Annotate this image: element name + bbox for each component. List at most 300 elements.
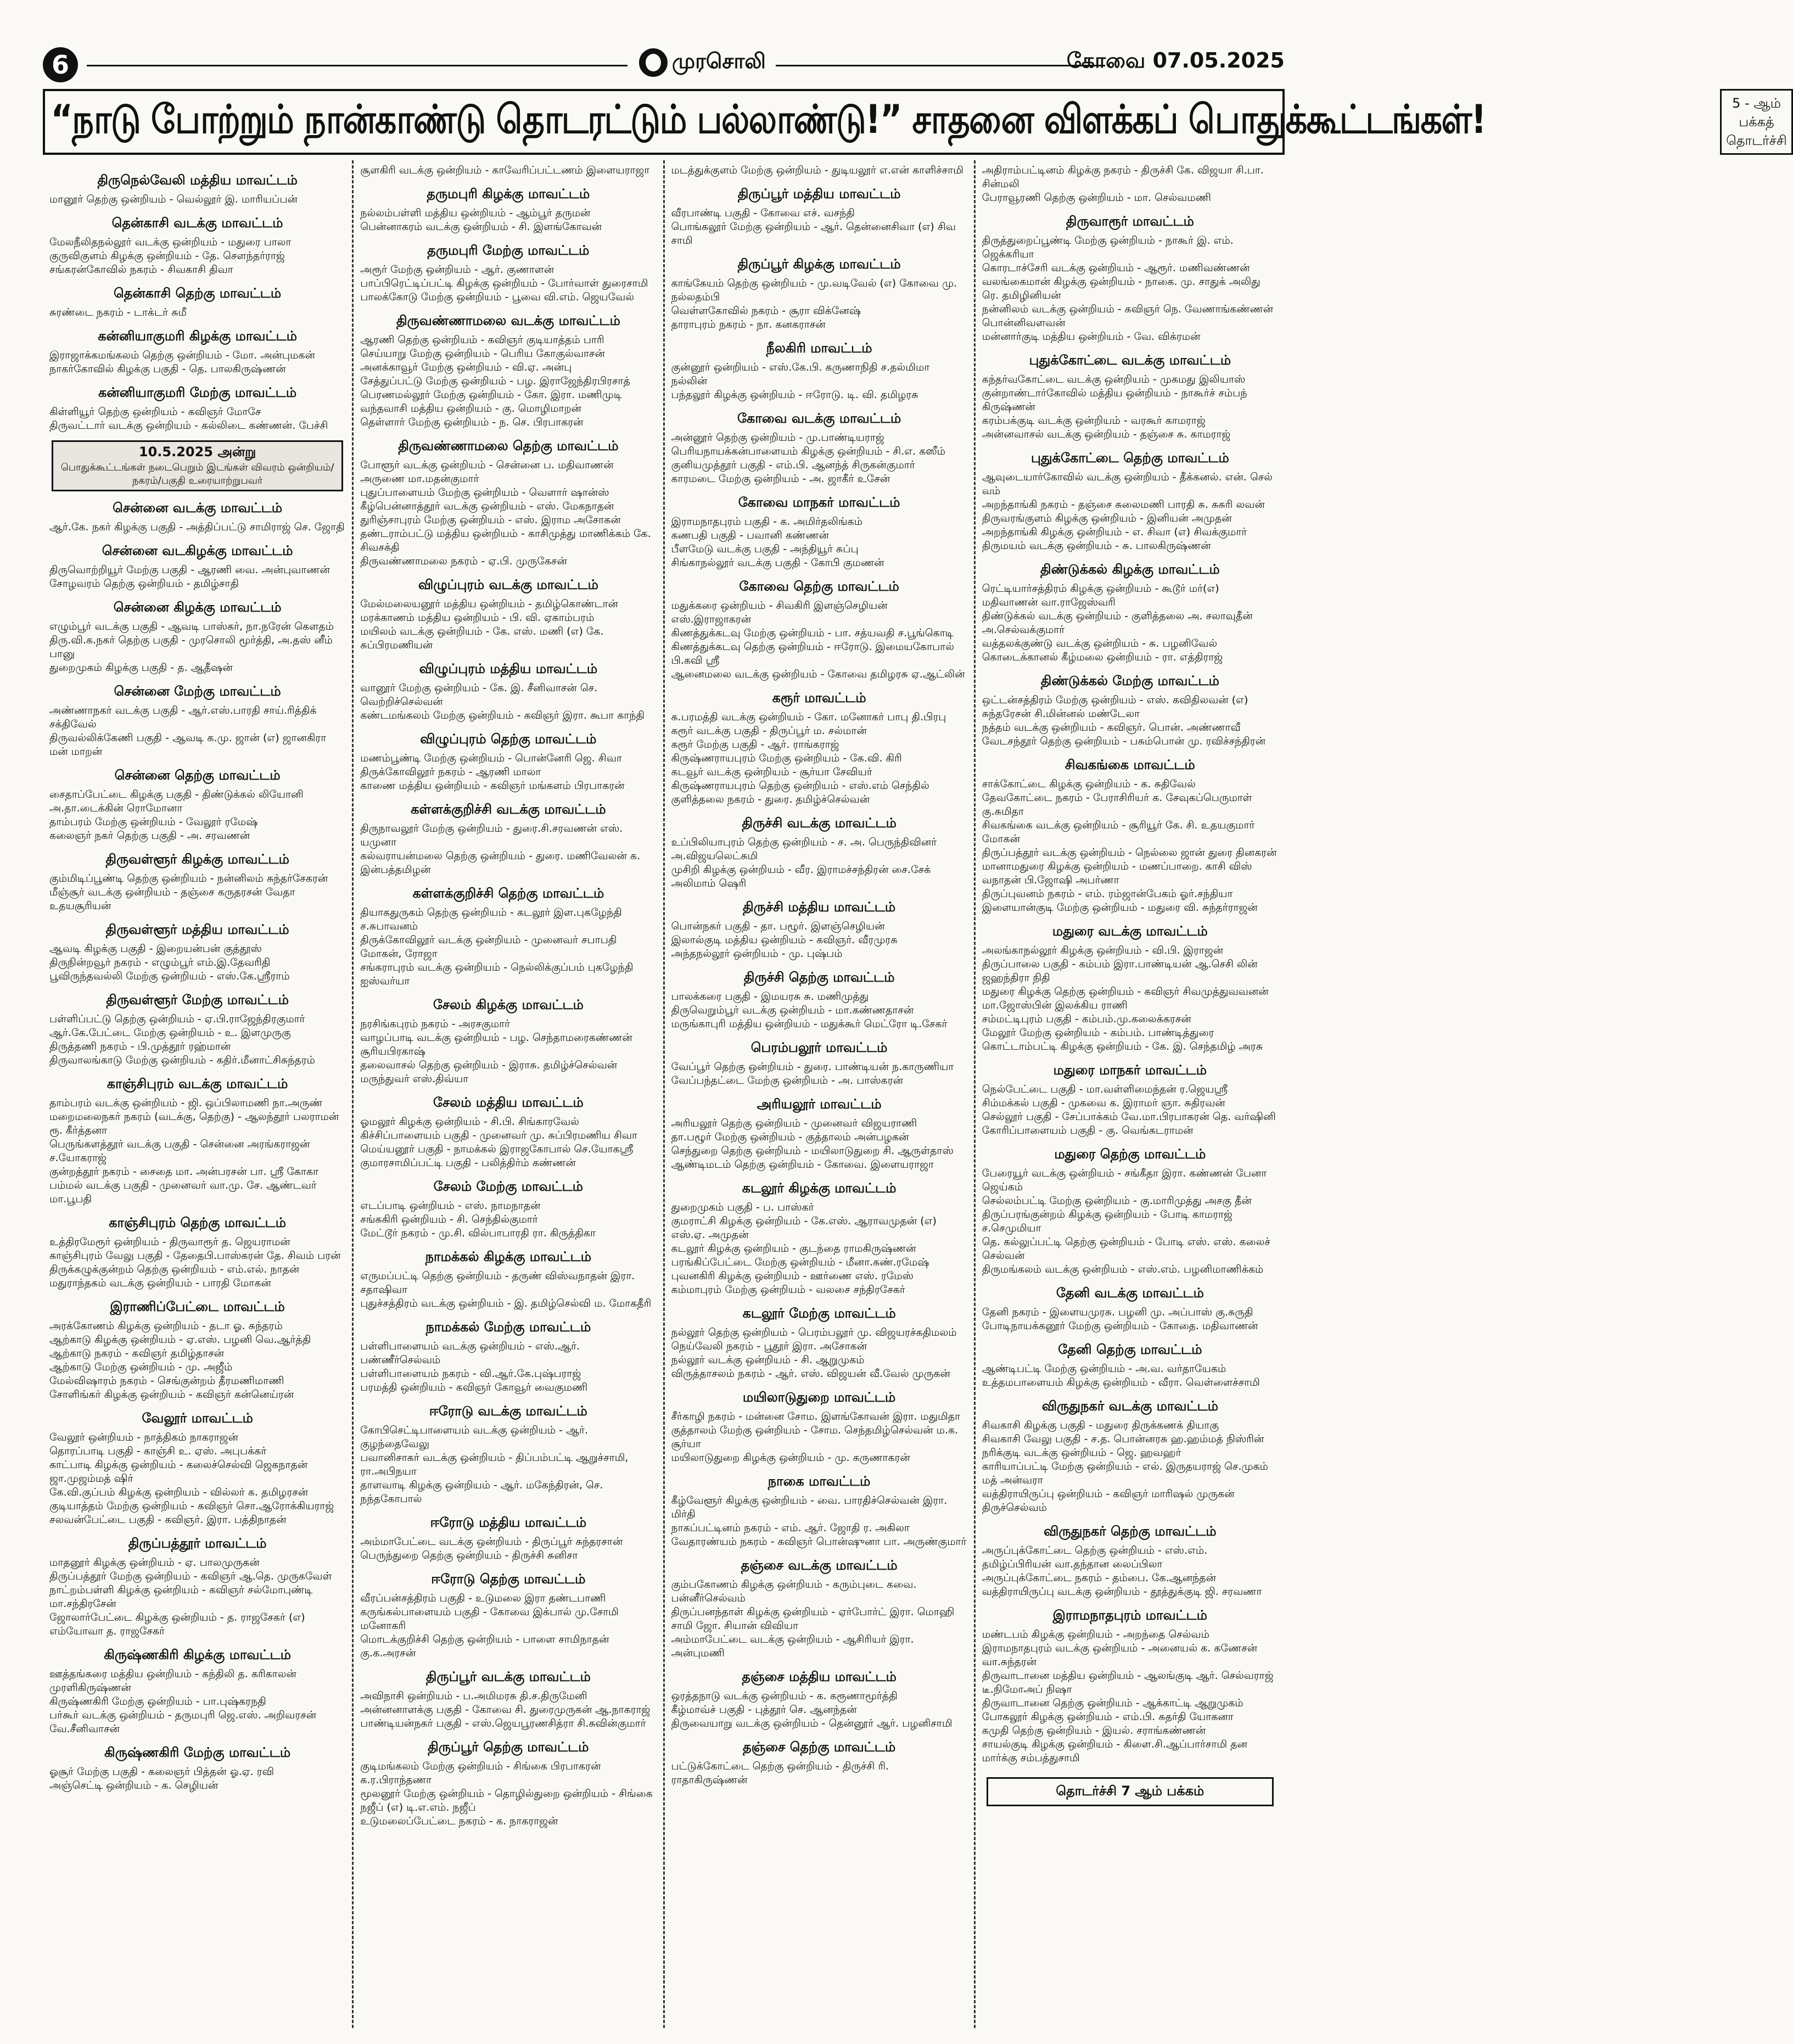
meeting-entry: செந்துறை தெற்கு ஒன்றியம் - மயிலாடுதுறை சி. ஆருள்தாஸ் [671,1145,954,1157]
meeting-entry: பெரியநாயக்கன்பாளையம் கிழக்கு ஒன்றியம் - சி.எ. கஸீம் [671,445,945,457]
meeting-entry: மதுரை கிழக்கு தெற்கு ஒன்றியம் - கவிஞர் சிவமுத்துவவனன் மா.ஜோஸ்பின் இலக்கிய ராணி [982,985,1269,1011]
meeting-entry: எடப்பாடி ஒன்றியம் - எஸ். நாமநாதன் [360,1200,541,1212]
article-columns [43,160,1285,2028]
meeting-entry: குமாரசாமிப்பட்டி பகுதி - பலித்திர்ம் கண்ணன் [360,1157,576,1169]
meeting-entry: போளூர் வடக்கு ஒன்றியம் - சென்னை ப. மதிவாணன் அருணை மா.மதன்குமார் [360,459,614,485]
district-heading: சென்னை தெற்கு மாவட்டம் [114,768,281,783]
meeting-entry: பாலக்கோடு மேற்கு ஒன்றியம் - பூவை வி.எம். ஜெயவேல் [360,291,635,303]
meeting-entry: க.பரமத்தி வடக்கு ஒன்றியம் - கோ. மனோகர் பாபு தி.பிரபு [671,711,946,723]
meeting-entry: ஒட்டன்சத்திரம் மேற்கு ஒன்றியம் - எஸ். கவிதிலவன் (எ) சுந்தரேசன் சி.மின்னல் மண்டேலா [982,694,1248,720]
meeting-entry: நன்னிலம் வடக்கு ஒன்றியம் - கவிஞர் நெ. வேணாங்கண்ணன் பொன்னிவளவன் [982,303,1274,329]
district-heading: நாமக்கல் கிழக்கு மாவட்டம் [425,1249,592,1264]
column-3 [665,160,976,2028]
meeting-entry: திருவொற்றியூர் மேற்கு பகுதி - ஆரணி வை. அன்புவாணன் [49,564,330,576]
meeting-entry: உடுமலைப்பேட்டை நகரம் - க. நாகராஜன் [360,1815,558,1827]
district-heading: மதுரை மாநகர் மாவட்டம் [1053,1062,1207,1078]
meeting-entry: மயிலாடுதுறை கிழக்கு ஒன்றியம் - மு. கருணாகரன் [671,1452,910,1464]
meeting-entry: பர்கூர் வடக்கு ஒன்றியம் - தருமபுரி ஜெ.எஸ். அறிவரசன் வே.சீனிவாசன் [49,1709,317,1735]
meeting-entry: சைதாப்பேட்டை கிழக்கு பகுதி - திண்டுக்கல் லியோனி அ.தா.டைக்கின் ரொமோனா [49,788,304,814]
district-heading: திருச்சி மத்திய மாவட்டம் [743,899,896,915]
header-rule-right [776,65,1105,66]
meeting-entry: கந்தர்வகோட்டை வடக்கு ஒன்றியம் - முகமது இலியாஸ் [982,373,1246,385]
district-heading: திருப்பத்தூர் மாவட்டம் [128,1536,267,1551]
meeting-entry: மதுக்கரை ஒன்றியம் - சிவகிரி இளஞ்செழியன் எஸ்.இராஜாகரன் [671,600,888,625]
district-heading: தஞ்சை வடக்கு மாவட்டம் [741,1558,898,1573]
meeting-entry: திருப்பத்தூர் வடக்கு ஒன்றியம் - நெல்லை ஜான் துரை தினகரன் [982,847,1277,859]
meeting-entry: மேல்விஷாரம் நகரம் - செங்குன்றம் தீரமணிமாணி [49,1375,284,1387]
meeting-entry: திருவையாறு வடக்கு ஒன்றியம் - தென்னூர் ஆர். பழனிசாமி [671,1717,952,1729]
district-heading: திருவள்ளூர் மத்திய மாவட்டம் [105,922,289,937]
meeting-entry: மேலநீலிதநல்லூர் வடக்கு ஒன்றியம் - மதுரை பாலா [49,236,292,248]
meeting-entry: அருப்புக்கோட்டை தெற்கு ஒன்றியம் - எஸ்.எம். தமிழ்ப்பிரியன் வா.தந்தான லைப்பிலா [982,1544,1208,1570]
meeting-entry: ஓமலூர் கிழக்கு ஒன்றியம் - சி.பி. சிங்காரவேல் [360,1116,579,1128]
meeting-entry: கீழ்பென்னாத்தூர் வடக்கு ஒன்றியம் - எஸ். மேகநாதன் [360,500,614,512]
district-heading: திருப்பூர் மத்திய மாவட்டம் [737,186,901,201]
meeting-entry: அன்னனாளக்கு பகுதி - கோவை சி. துரைமுருகன் ஆ.நாகராஜ் [360,1704,651,1716]
meeting-entry: கொட்டாம்பட்டி கிழக்கு ஒன்றியம் - கே. இ. செந்தமிழ் அரசு [982,1040,1263,1052]
district-heading: தென்காசி வடக்கு மாவட்டம் [111,215,283,231]
meeting-entry: பட்டுக்கோட்டை தெற்கு ஒன்றியம் - திருச்சி ரி. ராதாகிருஷ்ணன் [671,1760,889,1786]
meeting-entry: சோழவரம் தெற்கு ஒன்றியம் - தமிழ்சாதி [49,578,239,590]
meeting-entry: அலங்காநல்லூர் கிழக்கு ஒன்றியம் - வி.பி. இராஜன் [982,944,1224,956]
page-number-badge: 6 [43,47,78,82]
meeting-entry: அம்மாபேட்டை வடக்கு ஒன்றியம் - திருப்பூர் சுந்தரசான் [360,1536,623,1548]
meeting-entry: இராமநாதபுரம் வடக்கு ஒன்றியம் - அனையல் க. கணேசன் வா.சுந்தரன் [982,1642,1258,1668]
district-heading: கிருஷ்ணகிரி மேற்கு மாவட்டம் [104,1745,291,1760]
district-heading: தஞ்சை தெற்கு மாவட்டம் [742,1739,896,1755]
meeting-entry: உப்பிலியாபுரம் தெற்கு ஒன்றியம் - ச. அ. பெருந்திவினர் அ.விஜயலெட்சுமி [671,836,937,862]
meeting-entry: ஆர்.கே.பேட்டை மேற்கு ஒன்றியம் - உ. இளமுருகு [49,1027,291,1039]
meeting-entry: சிம்மக்கல் பகுதி - முகவை க. இராமர் ஞா. சுதிரவன் [982,1097,1225,1109]
meeting-entry: ஆவடி கிழக்கு பகுதி - இறையன்பன் குத்தூஸ் [49,943,262,955]
meeting-entry: பொன்நகர் பகுதி - தா. பழூர். இளஞ்செழியன் [671,920,885,932]
district-heading: கடலூர் கிழக்கு மாவட்டம் [742,1180,896,1196]
meeting-entry: சுரண்டை நகரம் - டாக்டர் சுமீ [49,306,187,318]
meeting-entry: மணம்பூண்டி மேற்கு ஒன்றியம் - பொன்னேரி ஜெ. சிவா [360,752,622,764]
district-heading: திருச்சி தெற்கு மாவட்டம் [743,970,895,985]
district-heading: திருப்பூர் வடக்கு மாவட்டம் [425,1669,591,1684]
meeting-entry: தா.பழூர் மேற்கு ஒன்றியம் - குத்தாலம் அன்பழகன் [671,1131,909,1143]
meeting-entry: பரங்கிப்பேட்டை மேற்கு ஒன்றியம் - மீனா.கண்.ரமேஷ் [671,1256,929,1268]
meeting-entry: ஊத்தங்கரை மத்திய ஒன்றியம் - கந்திலி த. கரிகாலன் முரளிகிருஷ்ணன் [49,1668,296,1694]
continued-from-box: 5 - ஆம் பக்கத் தொடர்ச்சி [1720,89,1793,155]
meeting-entry: பெரணமல்லூர் மேற்கு ஒன்றியம் - கோ. இரா. மணிமுடி [360,389,622,401]
meeting-entry: ஓசூர் மேற்கு பகுதி - கலைஞர் பித்தன் ஓ.ஏ. ரவி [49,1766,274,1778]
district-heading: மதுரை தெற்கு மாவட்டம் [1054,1146,1206,1162]
district-heading: கள்ளக்குறிச்சி தெற்கு மாவட்டம் [412,886,604,901]
meeting-entry: குருவிகுளம் கிழக்கு ஒன்றியம் - தே. சௌந்தர்ராஜ் [49,250,285,262]
meeting-entry: திருவாடானை மத்திய ஒன்றியம் - ஆலங்குடி ஆர். செல்வராஜ் டீ.நிமோஅப் நிஷா [982,1670,1274,1695]
header-rule-left [87,65,627,66]
meeting-entry: நரிக்குடி வடக்கு ஒன்றியம் - ஜெ. ஹவஹர் [982,1447,1181,1459]
meeting-entry: பவானிசாகர் வடக்கு ஒன்றியம் - திப்பம்பட்டி ஆறுச்சாமி, ரா.அபிநயா [360,1452,629,1477]
meeting-entry: கோபிசெட்டிபாளையம் வடக்கு ஒன்றியம் - ஆர். குழந்தைவேலு [360,1424,588,1450]
meeting-entry: அந்தநல்லூர் ஒன்றியம் - மு. புஷ்பம் [671,948,843,960]
meeting-entry: உத்திரமேரூர் ஒன்றியம் - திருவாரூர் த. ஜெயராமன் [49,1236,290,1248]
meeting-entry: முசிறி கிழக்கு ஒன்றியம் - வீர. இராமச்சந்திரன் சை.சேக் அலிமாம் ஷெரி [671,864,931,889]
meeting-entry: போடிநாயக்கனூர் மேற்கு ஒன்றியம் - கோதை. மதிவாணன் [982,1320,1258,1332]
meeting-entry: நல்லம்பள்ளி மத்திய ஒன்றியம் - ஆம்பூர் தருமன் [360,207,591,219]
district-heading: கன்னியாகுமரி கிழக்கு மாவட்டம் [98,328,298,344]
district-heading: காஞ்சிபுரம் தெற்கு மாவட்டம் [109,1215,287,1230]
district-heading: காஞ்சிபுரம் வடக்கு மாவட்டம் [107,1076,288,1091]
district-heading: விருதுநகர் தெற்கு மாவட்டம் [1044,1524,1217,1539]
district-heading: தேனி வடக்கு மாவட்டம் [1056,1285,1204,1301]
meeting-entry: ரெட்டியார்சத்திரம் கிழக்கு ஒன்றியம் - கூடூர் மர்(எ) மதிவாணன் வா.ராஜேஸ்வரி [982,583,1219,608]
district-heading: ஈரோடு வடக்கு மாவட்டம் [429,1403,587,1419]
meeting-entry: கிருஷ்ணகிரி மேற்கு ஒன்றியம் - பா.புஷ்கரநதி [49,1695,266,1707]
district-heading: கோவை மாநகர் மாவட்டம் [738,495,900,510]
meeting-entry: வெள்ளகோவில் நகரம் - சூரா விக்னேஷ் [671,305,861,317]
meeting-entry: கரூர் மேற்கு பகுதி - ஆர். ராங்கராஜ் [671,738,839,751]
district-heading: கோவை தெற்கு மாவட்டம் [739,579,899,594]
meeting-entry: திருத்துறைப்பூண்டி மேற்கு ஒன்றியம் - நாகூர் இ. எம். ஜெக்கரியா [982,234,1234,260]
meeting-entry: கொரடாச்சேரி வடக்கு ஒன்றியம் - ஆரூர். மணிவண்ணன் [982,262,1250,274]
meeting-entry: மொடக்குறிச்சி தெற்கு ஒன்றியம் - பாளை சாமிநாதன் கு.க.அரசன் [360,1633,609,1659]
district-heading: அரியலூர் மாவட்டம் [757,1096,882,1112]
page-header [43,46,1285,81]
district-heading: வேலூர் மாவட்டம் [142,1410,253,1426]
meeting-entry: செல்லூர் பகுதி - சேப்பாக்கம் வே.மா.பிரபாகரன் தெ. வர்ஷினி [982,1111,1276,1123]
meeting-entry: கிச்சிப்பாளையம் பகுதி - முனைவர் மு. சுப்பிரமணிய சிவா [360,1129,637,1141]
meeting-entry: கிள்ளியூர் தெற்கு ஒன்றியம் - கவிஞர் மோசே [49,406,261,418]
meeting-entry: குத்தாலம் மேற்கு ஒன்றியம் - சோம. செந்தமிழ்செல்வன் ம.க. சூர்யா [671,1424,959,1450]
meeting-entry: உத்தமபாளையம் கிழக்கு ஒன்றியம் - வீரா. வெள்ளைச்சாமி [982,1376,1260,1388]
meeting-entry: மாதனூர் கிழக்கு ஒன்றியம் - ஏ. பாலமுருகன் [49,1556,260,1569]
meeting-entry: செய்யாறு மேற்கு ஒன்றியம் - பெரிய கோகுல்வாசன் [360,348,605,360]
meeting-entry: திருமங்கலம் வடக்கு ஒன்றியம் - எஸ்.எம். பழனிமாணிக்கம் [982,1263,1264,1275]
meeting-entry: பொங்கலூர் மேற்கு ஒன்றியம் - ஆர். தென்னைசிவா (எ) சிவ சாமி [671,221,956,247]
meeting-entry: திருநின்றவூர் நகரம் - எழும்பூர் எம்.இ.தேவரிதி [49,956,271,968]
meeting-entry: நல்லூர் தெற்கு ஒன்றியம் - பெரம்பலூர் மு. விஜயரச்கதிமலம் [671,1326,957,1339]
district-heading: நாகை மாவட்டம் [767,1474,871,1489]
meeting-entry: சம்மட்டிபுரம் பகுதி - கம்பம்.மு.கலைக்கரசன் [982,1013,1191,1025]
meeting-entry: அன்னூர் தெற்கு ஒன்றியம் - மு.பாண்டியராஜ் [671,432,884,444]
meeting-entry: குடிமங்கலம் மேற்கு ஒன்றியம் - சிங்கை பிரபாகரன் க.ர.பிராந்தணா [360,1760,601,1786]
meeting-entry: சங்ககிரி ஒன்றியம் - சி. செந்தில்குமார் [360,1213,538,1225]
meeting-entry: இலால்குடி மத்திய ஒன்றியம் - கவிஞர். வீரமுரசு [671,934,898,946]
meeting-entry: அரக்கோணம் கிழக்கு ஒன்றியம் - தடா ஓ. சுந்தரம் [49,1320,283,1332]
meeting-entry: மறைமலைநகர் நகரம் (வடக்கு, தெற்கு) - ஆலந்தூர் பலராமன் ரூ. கீர்த்தனா [49,1111,339,1136]
meeting-entry: கருங்கல்பாளையம் பகுதி - கோவை இக்பால் மு.சோமி மனோகரி [360,1606,619,1632]
meeting-entry: சிவகாசி வேலு பகுதி - ச.த. பொன்னரசு ஹ.ஹம்மத் நிஸ்ரின் [982,1433,1264,1445]
meeting-entry: துறைமுகம் பகுதி - ப. பாஸ்கர் [671,1201,814,1213]
district-heading: பெரம்பலூர் மாவட்டம் [750,1040,888,1055]
meeting-entry: குடியாத்தம் மேற்கு ஒன்றியம் - கவிஞர் சொ.ஆரோக்கியராஜ் [49,1500,334,1512]
meeting-entry: பென்னாகரம் வடக்கு ஒன்றியம் - சி. இளங்கோவன் [360,221,602,233]
meeting-entry: கலைஞர் நகர் தெற்கு பகுதி - அ. சரவணன் [49,830,250,842]
meeting-entry: கல்வராயன்மலை தெற்கு ஒன்றியம் - துரை. மணிவேலன் க. இன்பத்தமிழன் [360,850,641,876]
meeting-entry: கீழ்வேளூர் கிழக்கு ஒன்றியம் - வை. பாரதிச்செல்வன் இரா. மிர்தி [671,1494,948,1520]
continued-to-box: தொடர்ச்சி 7 ஆம் பக்கம் [987,1777,1274,1806]
meeting-entry: தேவகோட்டை நகரம் - பேராசிரியர் க. சேவுகப்பெருமாள் கு.சுமிதா [982,792,1252,817]
district-heading: மதுரை வடக்கு மாவட்டம் [1052,923,1208,939]
meeting-entry: திருவாலங்காடு மேற்கு ஒன்றியம் - கதிர்.மீனாட்சிசுந்தரம் [49,1054,315,1066]
meeting-entry: தெள்ளார் மேற்கு ஒன்றியம் - ந. செ. பிரபாகரன் [360,416,584,428]
meeting-entry: எருமப்பட்டி தெற்கு ஒன்றியம் - தருண் விஸ்வநாதன் இரா. சதாஷிவா [360,1270,635,1296]
meeting-entry: மன்னார்குடி மத்திய ஒன்றியம் - வே. விக்ரமன் [982,331,1201,343]
meeting-entry: தாராபுரம் நகரம் - நா. கனகராசன் [671,318,826,331]
meeting-entry: பீளமேடு வடக்கு பகுதி - அந்தியூர் சுப்பு [671,543,859,555]
meeting-entry: காரியாப்பட்டி மேற்கு ஒன்றியம் - எல். இருதயராஜ் செ.முகம் மத் அன்வரா [982,1460,1268,1486]
district-heading: விழுப்புரம் வடக்கு மாவட்டம் [418,577,598,592]
masthead [639,48,766,77]
meeting-entry: பேரையூர் வடக்கு ஒன்றியம் - சங்கீதா இரா. கண்ணன் பேனா ஜெய்கம் [982,1167,1267,1193]
meeting-entry: சீர்காழி நகரம் - மன்னை சோம. இளங்கோவன் இரா. மதுமிதா [671,1410,961,1423]
meeting-entry: காஞ்சிபுரம் வேலு பகுதி - தேதைபி.பாஸ்கரன் தே. சிவம் பரன் [49,1250,341,1262]
meeting-entry: சூளகிரி வடக்கு ஒன்றியம் - காவேரிப்பட்டணம் இளையராஜா [360,164,650,176]
meeting-entry: கொடைக்கானல் கீழ்மலை ஒன்றியம் - ரா. எத்திராஜ் [982,651,1223,663]
meeting-entry: பாண்டியன்நகர் பகுதி - எஸ்.ஜெயபூரணசித்ரா சி.சுவின்குமார் [360,1717,646,1729]
meeting-entry: கம்மாபுரம் மேற்கு ஒன்றியம் - வலசை சந்திரசேகர் [671,1284,905,1296]
meeting-entry: மூலனூர் மேற்கு ஒன்றியம் - தொழில்துறை ஒன்றியம் - சிங்கை நஜீப் (எ) டி.எ.எம். நஜீப் [360,1788,653,1813]
meeting-entry: கிருஷ்ணராயபுரம் மேற்கு ஒன்றியம் - கே.வி. கிரி [671,752,902,764]
meeting-entry: நெல்பேட்டை பகுதி - மா.வள்ளிமைந்தன் ர.ஜெயஸ்ரீ [982,1083,1228,1095]
meeting-entry: பந்தலூர் கிழக்கு ஒன்றியம் - ஈரோடு. டி. வி. தமிழரசு [671,389,918,401]
meeting-entry: நாகப்பட்டினம் நகரம் - எம். ஆர். ஜோதி ர. அகிலா [671,1522,910,1534]
meeting-entry: திருப்பாலை பகுதி - கம்பம் இரா.பாண்டியன் ஆ.செசி லின் ஜஹந்திரா நிதி [982,958,1258,984]
meeting-entry: நத்தம் வடக்கு ஒன்றியம் - கவிஞர். பொன். அண்ணாவீ [982,721,1241,733]
meeting-entry: சிவகாசி கிழக்கு பகுதி - மதுரை திருக்கணக் தியாகு [982,1419,1219,1431]
district-heading: திருப்பூர் கிழக்கு மாவட்டம் [737,256,901,272]
meeting-entry: வேடசந்தூர் தெற்கு ஒன்றியம் - பசும்பொன் மு. ரவிச்சந்திரன் [982,735,1266,747]
meeting-entry: மரக்காணம் மத்திய ஒன்றியம் - பி. வி. ஏகாம்பரம் [360,612,595,624]
meeting-entry: அருப்புக்கோட்டை நகரம் - தம்பை. கே.ஆனந்தன் [982,1572,1217,1584]
meeting-entry: கிணத்துக்கடவு மேற்கு ஒன்றியம் - பா. சத்யவதி ச.பூங்கொடி [671,627,954,639]
meeting-entry: வேப்பூர் தெற்கு ஒன்றியம் - துரை. பாண்டியன் ந.காருணியா [671,1061,954,1073]
meeting-entry: விருத்தாசலம் நகரம் - ஆர். எஸ். விஜயன் வீ.வேல் முருகன் [671,1368,950,1380]
meeting-entry: செல்லம்பட்டி மேற்கு ஒன்றியம் - கு.மாரிமுத்து அசகு தீன் [982,1195,1252,1207]
meeting-entry: வத்திராயிருப்பு வடக்கு ஒன்றியம் - தூத்துக்குடி ஜி. சரவணா [982,1586,1262,1598]
district-heading: சென்னை வடகிழக்கு மாவட்டம் [102,543,293,558]
meeting-entry: கும்பகோணம் கிழக்கு ஒன்றியம் - கரும்புடை கவை. பன்னீர்செல்வம் [671,1578,917,1604]
meeting-entry: பரமத்தி ஒன்றியம் - கவிஞர் கோவூர் வைகுமணி [360,1381,588,1393]
meeting-entry: புவனகிரி கிழக்கு ஒன்றியம் - ஊர்ணை எஸ். ரமேஸ் [671,1270,914,1282]
meeting-entry: துரிஞ்சாபுரம் மேற்கு ஒன்றியம் - எஸ். இராம அசோகன் [360,514,621,526]
meeting-entry: காரமடை மேற்கு ஒன்றியம் - அ. ஜாகீர் உசேன் [671,473,890,485]
meeting-entry: மெய்யனூர் பகுதி - நாமக்கல் இராஜகோபால் செ.யோகஸ்ரீ [360,1143,634,1155]
meeting-entry: வேப்பந்தட்டை மேற்கு ஒன்றியம் - அ. பாஸ்கரன் [671,1074,904,1087]
meeting-entry: புதுச்சத்திரம் வடக்கு ஒன்றியம் - இ. தமிழ்செல்வி ம. மோகதீரி [360,1297,652,1309]
district-heading: திருவண்ணாமலை தெற்கு மாவட்டம் [398,438,619,453]
meeting-entry: தாம்பரம் வடக்கு ஒன்றியம் - ஜி. ஒப்பிலாமணி நா.அருண் [49,1097,323,1109]
meeting-entry: எழும்பூர் வடக்கு பகுதி - ஆவடி பாஸ்கர், நா.நரேன் கௌதம் [49,620,334,632]
meeting-entry: கீழ்மாவ்ச் பகுதி - புத்தூர் செ. ஆனந்தன் [671,1704,857,1716]
meeting-entry: பாப்பிரெட்டிப்பட்டி கிழக்கு ஒன்றியம் - போர்வாள் துரைசாமி [360,277,648,289]
meeting-entry: இராஜாக்கமங்கலம் தெற்கு ஒன்றியம் - மோ. அன்புமகன் [49,349,315,361]
meeting-entry: நெய்வேலி நகரம் - பூதூர் இரா. அசோகன் [671,1340,867,1352]
meeting-entry: கணபதி பகுதி - பவானி கண்ணன் [671,529,829,541]
meeting-entry: திரு.வி.க.நகர் தெற்கு பகுதி - முரசொலி மூர்த்தி, அ.தஸ் னீம் பானு [49,634,333,660]
meeting-entry: மானாமதுரை கிழக்கு ஒன்றியம் - மணப்பாறை. காசி விஸ் வநாதன் பி.ஜோஷி அபர்ணா [982,860,1252,886]
newspaper-emblem-icon [639,48,668,77]
meeting-entry: குனியமுத்தூர் பகுதி - எம்.பி. ஆனந்த் சிருகன்குமார் [671,459,915,471]
meeting-entry: திருவெறும்பூர் வடக்கு ஒன்றியம் - மா.கண்ணதாசன் [671,1004,914,1016]
meeting-entry: திருக்கோவிலூர் நகரம் - ஆரணி மாலா [360,766,541,778]
meeting-entry: திருப்பத்தூர் மேற்கு ஒன்றியம் - கவிஞர் ஆ.தெ. முருகவேள் [49,1570,332,1582]
district-heading: சென்னை மேற்கு மாவட்டம் [114,684,281,699]
meeting-entry: ஆண்டிமடம் தெற்கு ஒன்றியம் - கோவை. இளையராஜா [671,1158,934,1171]
meeting-entry: மேலூர் மேற்கு ஒன்றியம் - கம்பம். பாண்டித்துரை [982,1027,1214,1039]
meeting-entry: மீஞ்சூர் வடக்கு ஒன்றியம் - தஞ்சை கருதரசன் வேதா உதயசூரியன் [49,886,295,912]
meeting-entry: குன்றத்தூர் நகரம் - சைதை மா. அன்பரசன் பா. ஸ்ரீ கோகா [49,1166,319,1178]
district-heading: திருவள்ளூர் மேற்கு மாவட்டம் [106,992,289,1007]
meeting-entry: சிங்காநல்லூர் வடக்கு பகுதி - கோபி குமணன் [671,557,884,569]
meeting-entry: காணை மத்திய ஒன்றியம் - கவிஞர் மங்களம் பிரபாகரன் [360,780,625,792]
meeting-entry: வானூர் மேற்கு ஒன்றியம் - கே. இ. சீனிவாசன் செ. வெற்றிச்செல்வன் [360,682,598,708]
meeting-entry: பள்ளிபாளையம் நகரம் - வி.ஆர்.கே.புஷ்பராஜ் [360,1368,581,1380]
district-heading: தேனி தெற்கு மாவட்டம் [1058,1342,1202,1357]
meeting-entry: மண்டபம் கிழக்கு ஒன்றியம் - அறந்தை செல்வம் [982,1628,1210,1640]
meeting-entry: குன்றாண்டார்கோவில் மத்திய ஒன்றியம் - நாகூர்ச் சம்பந் கிருஷ்ணன் [982,387,1247,413]
newspaper-name: முரசொலி [672,49,766,73]
district-heading: விழுப்புரம் மத்திய மாவட்டம் [419,661,598,676]
meeting-entry: பெருந்துறை தெற்கு ஒன்றியம் - திருச்சி சுனிசா [360,1549,578,1561]
district-heading: கரூர் மாவட்டம் [772,690,866,705]
district-heading: மயிலாடுதுறை மாவட்டம் [742,1390,896,1405]
meeting-entry: தாம்பரம் மேற்கு ஒன்றியம் - வேலூர் ரமேஷ் [49,816,258,828]
meeting-entry: அண்ணாநகர் வடக்கு பகுதி - ஆர்.எஸ்.பாரதி சாய்.ரித்திக் சக்திவேல் [49,704,317,730]
district-heading: கள்ளக்குறிச்சி வடக்கு மாவட்டம் [411,802,606,817]
headline-box [43,89,1787,155]
meeting-entry: ஆண்டிபட்டி மேற்கு ஒன்றியம் - அ.வ. வர்தாயேகம் [982,1363,1226,1375]
district-heading: திண்டுக்கல் மேற்கு மாவட்டம் [1040,673,1219,688]
meeting-entry: வந்தவாசி மத்திய ஒன்றியம் - கு. மொழிமாறன் [360,402,581,415]
notice-text: பொதுக்கூட்டங்கள் நடைபெறும் இடங்கள் விவரம் ஒன்றியம்/நகரம்/பகுதி உரையாற்றுபவர் [60,462,334,486]
headline: “நாடு போற்றும் நான்காண்டு தொடரட்டும் பல்லாண்டு!” சாதனை விளக்கப் பொதுக்கூட்டங்கள்! [51,96,1486,142]
meeting-entry: வாழப்பாடி வடக்கு ஒன்றியம் - பழ. செந்தாமரைகண்ணன் சூரியபிரகாஷ் [360,1032,632,1057]
meeting-entry: ஆர்.கே. நகர் கிழக்கு பகுதி - அத்திப்பட்டு சாமிராஜ் செ. ஜோதி [49,521,345,533]
district-heading: திருவாரூர் மாவட்டம் [1066,214,1194,229]
meeting-entry: சங்கரன்கோவில் நகரம் - சிவகாசி திவா [49,264,233,276]
district-heading: தருமபுரி மேற்கு மாவட்டம் [427,243,590,258]
district-heading: இராமநாதபுரம் மாவட்டம் [1052,1608,1208,1623]
district-heading: ஈரோடு மத்திய மாவட்டம் [430,1515,587,1530]
meeting-entry: கரூர் வடக்கு பகுதி - திருப்பூர் ம. சல்மான் [671,725,867,737]
meeting-entry: மதுராந்தகம் வடக்கு ஒன்றியம் - பாரதி மோகன் [49,1277,271,1289]
meeting-entry: சாயல்குடி கிழக்கு ஒன்றியம் - கிளை.சி.ஆப்பார்சாமி தன மார்க்கு சம்பத்துசாமி [982,1738,1248,1764]
meeting-entry: சோளிங்கர் கிழக்கு ஒன்றியம் - கவிஞர் கன்னெய்ரன் [49,1388,294,1401]
district-heading: விழுப்புரம் தெற்கு மாவட்டம் [420,731,597,747]
meeting-entry: திருவரங்குளம் கிழக்கு ஒன்றியம் - இனியன் அமுதன் [982,512,1232,524]
district-heading: தென்காசி தெற்கு மாவட்டம் [114,285,282,301]
meeting-entry: அரியலூர் தெற்கு ஒன்றியம் - முனைவர் விஜயராணி [671,1117,917,1129]
meeting-entry: ஆவுடையார்கோவில் வடக்கு ஒன்றியம் - தீக்கனல். என். செல் வம் [982,471,1273,497]
meeting-entry: சலவன்பேட்டை பகுதி - கவிஞர். இரா. பத்திநாதன் [49,1514,287,1526]
district-heading: நாமக்கல் மேற்கு மாவட்டம் [425,1319,591,1335]
district-heading: கிருஷ்ணகிரி கிழக்கு மாவட்டம் [104,1647,292,1662]
district-heading: சிவகங்கை மாவட்டம் [1064,757,1195,772]
meeting-entry: துறைமுகம் கிழக்கு பகுதி - த. ஆதீஷன் [49,662,233,674]
district-heading: கோவை வடக்கு மாவட்டம் [737,411,901,426]
district-heading: நீலகிரி மாவட்டம் [766,340,872,356]
district-heading: தருமபுரி கிழக்கு மாவட்டம் [427,186,590,201]
meeting-entry: ஆனைமலை வடக்கு ஒன்றியம் - கோவை தமிழரசு ஏ.ஆட்லின் [671,668,965,680]
meeting-entry: கிணத்துக்கடவு தெற்கு ஒன்றியம் - ஈரோடு. இமையகோபால் பி.கவி ஸ்ரீ [671,641,954,667]
district-heading: சேலம் மத்திய மாவட்டம் [433,1095,584,1110]
district-heading: இராணிப்பேட்டை மாவட்டம் [110,1299,285,1314]
column-4 [976,160,1285,2028]
meeting-entry: தியாகதுருகம் தெற்கு ஒன்றியம் - கடலூர் இள.புகழேந்தி ச.சுபாவனம் [360,906,622,932]
district-heading: சேலம் மேற்கு மாவட்டம் [433,1179,584,1194]
meeting-entry: நரசிங்கபுரம் நகரம் - அரசகுமார் [360,1018,510,1030]
meeting-entry: குளித்தலை நகரம் - துரை. தமிழ்ச்செல்வன் [671,793,870,805]
meeting-entry: போகலூர் கிழக்கு ஒன்றியம் - எம்.பி. சுதர்தி யோகனா [982,1711,1234,1723]
meeting-entry: ஆற்காடு மேற்கு ஒன்றியம் - மு. அஜீம் [49,1361,233,1373]
meeting-entry: வலங்கைமான் கிழக்கு ஒன்றியம் - நாகை. மு. சாதுக் அலிது ரெ. தமிழினியன் [982,276,1260,301]
meeting-entry: சங்கராபுரம் வடக்கு ஒன்றியம் - நெல்லிக்குப்பம் புகழேந்தி ஐஸ்வர்யா [360,961,634,987]
district-heading: திருவள்ளூர் கிழக்கு மாவட்டம் [105,852,289,867]
meeting-entry: அவிநாசி ஒன்றியம் - ப.அமிமரசு தி.ச.திருமேனி [360,1690,587,1702]
meeting-entry: தொரப்பாடி பகுதி - காஞ்சி உ. ஏஸ். அபுபக்கர் [49,1445,267,1457]
meeting-entry: தேனி நகரம் - இளையமுரசு. பழனி மு. அப்பாஸ் கு.சுருதி [982,1306,1253,1318]
meeting-entry: கண்டமங்கலம் மேற்கு ஒன்றியம் - கவிஞர் இரா. கூபா காந்தி [360,709,645,721]
district-heading: புதுக்கோட்டை தெற்கு மாவட்டம் [1031,450,1229,466]
meeting-entry: இளையான்குடி மேற்கு ஒன்றியம் - மதுரை வி. சுந்தர்ராஜன் [982,901,1258,914]
meeting-entry: அதிராம்பட்டினம் கிழக்கு நகரம் - திருச்சி கே. விஜயா சி.பா. சின்மலி [982,164,1264,190]
district-heading: தஞ்சை மத்திய மாவட்டம் [742,1669,896,1684]
meeting-entry: நாட்றம்பள்ளி கிழக்கு ஒன்றியம் - கவிஞர் சல்மோபுண்டி மா.சந்திரசேன் [49,1584,313,1610]
district-heading: சேலம் கிழக்கு மாவட்டம் [433,997,584,1012]
meeting-entry: நல்லூர் வடக்கு ஒன்றியம் - சி. ஆறுமுகம் [671,1354,865,1366]
meeting-entry: மருங்காபுரி மத்திய ஒன்றியம் - மதுக்கூர் மெட்ரோ டி.சேகர் [671,1018,948,1030]
meeting-entry: திருப்புவனம் நகரம் - எம். ரம்ஜான்பேகம் ஓர்.சந்தியா [982,888,1233,900]
district-heading: திருப்பூர் தெற்கு மாவட்டம் [428,1739,589,1755]
meeting-entry: திருவல்லிக்கேணி பகுதி - ஆவடி க.மு. ஜான் (எ) ஜானகிரா மன் மாறன் [49,732,327,758]
meeting-entry: பாலக்கரை பகுதி - இமயரசு சு. மணிமுத்து [671,990,869,1003]
district-heading: கடலூர் மேற்கு மாவட்டம் [742,1306,896,1321]
meeting-entry: காங்கேயம் தெற்கு ஒன்றியம் - மு.வடிவேல் (எ) கோவை மு. நல்லதம்பி [671,277,957,303]
district-heading: கன்னியாகுமரி மேற்கு மாவட்டம் [98,385,297,400]
meeting-entry: தாளவாடி கிழக்கு ஒன்றியம் - ஆர். மகேந்திரன், செ. நந்தகோபால் [360,1479,603,1505]
meeting-entry: தெ. கல்லுப்பட்டி தெற்கு ஒன்றியம் - போடி எஸ். எஸ். கலைச் செல்வன் [982,1236,1270,1262]
meeting-entry: திருக்கழுக்குன்றம் தெற்கு ஒன்றியம் - எம்.எல். நாதன் [49,1263,300,1275]
meeting-entry: திருத்தணி நகரம் - பி.முத்தூர் ரஹ்மான் [49,1040,231,1052]
meeting-entry: கே.வி.குப்பம் கிழக்கு ஒன்றியம் - வில்லர் க. தமிழரசன் [49,1486,309,1498]
district-heading: திருநெல்வேலி மத்திய மாவட்டம் [97,172,298,188]
meeting-entry: திருவண்ணாமலை நகரம் - ஏ.பி. முருகேசன் [360,555,567,567]
schedule-notice [52,440,343,491]
notice-date: 10.5.2025 அன்று [138,444,256,460]
meeting-entry: அறந்தாங்கி நகரம் - தஞ்சை சுலைமணி பாரதி சு. சுசுரி லவன் [982,499,1265,511]
meeting-entry: வத்தலக்குண்டு வடக்கு ஒன்றியம் - சு. பழனிவேல் [982,637,1218,649]
district-heading: சென்னை கிழக்கு மாவட்டம் [113,600,282,615]
district-heading: புதுக்கோட்டை வடக்கு மாவட்டம் [1029,352,1231,368]
meeting-entry: மானூர் தெற்கு ஒன்றியம் - வெல்லூர் இ. மாரியப்பன் [49,193,298,205]
meeting-entry: குமராட்சி கிழக்கு ஒன்றியம் - கே.எஸ். ஆராவமுதன் (எ) எஸ்.ஏ. அமுதன் [671,1215,937,1241]
meeting-entry: பள்ளிபாளையம் வடக்கு ஒன்றியம் - எஸ்.ஆர். பண்ணீர்செல்வம் [360,1340,580,1366]
meeting-entry: அறந்தாங்கி கிழக்கு ஒன்றியம் - எ. சிவா (எ) சிவக்குமார் [982,526,1247,538]
meeting-entry: ஜோலார்பேட்டை கிழக்கு ஒன்றியம் - த. ராஜசேகர் (எ) எம்யோவா த. ராஜசேகர் [49,1611,305,1637]
meeting-entry: வேலூர் ஒன்றியம் - நாத்திகம் நாகராஜன் [49,1431,238,1443]
meeting-entry: அம்மாபேட்டை வடக்கு ஒன்றியம் - ஆசிரியர் இரா. அன்புமணி [671,1633,914,1659]
meeting-entry: அரூர் மேற்கு ஒன்றியம் - ஆர். குணாளன் [360,264,554,276]
meeting-entry: ஆரணி தெற்கு ஒன்றியம் - கவிஞர் குடியாத்தம் பாரி [360,334,604,346]
column-2 [354,160,664,2028]
meeting-entry: மயிலம் வடக்கு ஒன்றியம் - கே. எஸ். மணி (எ) கே. சுப்பிரமணியன் [360,625,604,651]
meeting-entry: பம்மல் வடக்கு பகுதி - முனைவர் வா.மு. சே. ஆண்டவர் மா.பூபதி [49,1179,317,1205]
meeting-entry: வத்திராயிருப்பு ஒன்றியம் - கவிஞர் மாரிஷல் முருகன் திருச்செல்வம் [982,1488,1235,1514]
meeting-entry: ஆற்காடு நகரம் - கவிஞர் தமிழ்தாசன் [49,1347,225,1359]
meeting-entry: மேட்டூர் நகரம் - மு.சி. வில்பாபாரதி ரா. கிருத்திகா [360,1227,596,1239]
meeting-entry: தண்டராம்பட்டு மத்திய ஒன்றியம் - காசிமுத்து மாணிக்கம் கே. சிவசக்தி [360,528,651,553]
meeting-entry: திருமயம் வடக்கு ஒன்றியம் - சு. பாலகிருஷ்ணன் [982,540,1211,552]
meeting-entry: பூவிருந்தவல்லி மேற்கு ஒன்றியம் - எஸ்.கே.ஸ்ரீராம் [49,970,290,982]
meeting-entry: வேதாரண்யம் நகரம் - கவிஞர் பொன்ஷுனா பா. அருண்குமார் [671,1536,967,1548]
meeting-entry: கோரிப்பாளையம் பகுதி - கு. வெங்கடராமன் [982,1124,1194,1136]
meeting-entry: அனக்காவூர் மேற்கு ஒன்றியம் - வி.ஏ. அன்பு [360,361,572,373]
meeting-entry: புதுப்பாளையம் மேற்கு ஒன்றியம் - வெளார் ஷான்ஸ் [360,486,609,499]
